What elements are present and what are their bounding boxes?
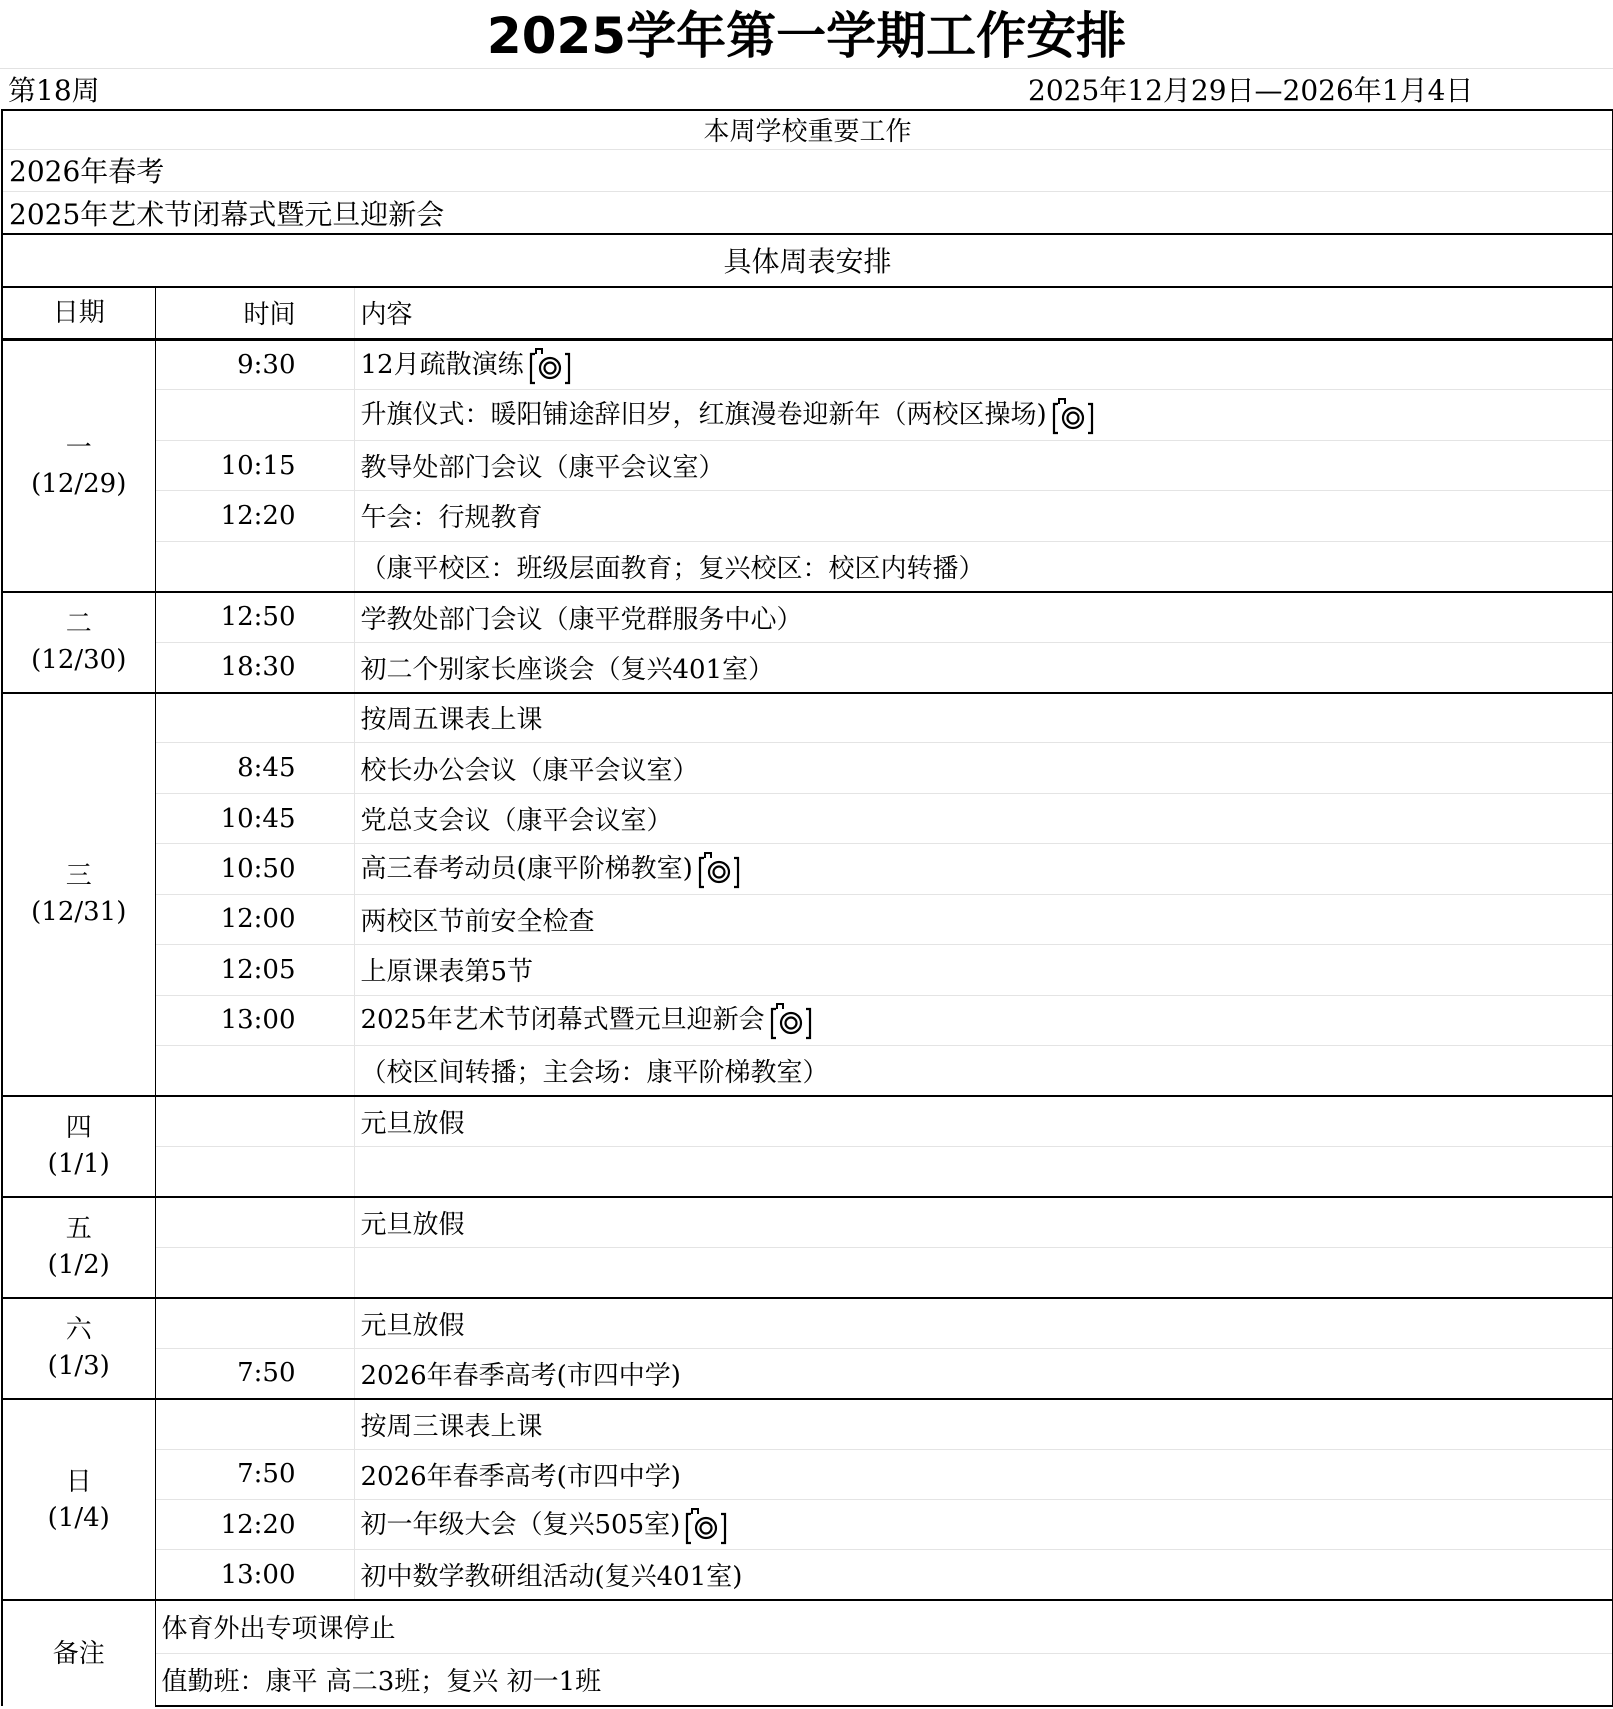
content-cell [354, 1449, 1613, 1499]
content-cell [354, 440, 1613, 490]
day-cell [2, 693, 155, 1097]
schedule-row [2, 894, 1613, 944]
content-cell [354, 1500, 1613, 1550]
content-cell [354, 844, 1613, 894]
day-name: 四 [65, 1113, 92, 1144]
content-cell [354, 743, 1613, 793]
schedule-row [2, 1399, 1613, 1449]
schedule-row [2, 1550, 1613, 1600]
content-cell [354, 1197, 1613, 1247]
schedule-row [2, 995, 1613, 1045]
time-cell [155, 1197, 354, 1247]
time-cell [155, 693, 354, 743]
content-text: 初一年级大会（复兴505室) [360, 1509, 681, 1540]
schedule-row [2, 541, 1613, 591]
camera-icon [768, 1001, 814, 1041]
time-cell: 10:45 [155, 793, 354, 843]
schedule-header-row [2, 234, 1613, 287]
content-cell [354, 642, 1613, 692]
day-cell [2, 1096, 155, 1197]
content-text: 元旦放假 [360, 1310, 465, 1341]
content-text: 学教处部门会议（康平党群服务中心） [360, 604, 803, 635]
important-item: 2026年春考 [2, 149, 1613, 192]
schedule-row [2, 440, 1613, 490]
schedule-row [2, 1096, 1613, 1146]
schedule-row [2, 743, 1613, 793]
day-cell [2, 1197, 155, 1298]
content-cell [354, 339, 1613, 389]
content-text: 2025年艺术节闭幕式暨元旦迎新会 [360, 1005, 765, 1036]
content-cell [354, 1096, 1613, 1146]
time-cell: 13:00 [155, 1550, 354, 1600]
time-cell [155, 1146, 354, 1196]
content-text: （校区间转播；主会场：康平阶梯教室） [360, 1058, 829, 1089]
time-cell [155, 1096, 354, 1146]
camera-icon [696, 850, 742, 890]
time-cell [155, 1298, 354, 1348]
time-cell: 7:50 [155, 1348, 354, 1398]
schedule-row [2, 1298, 1613, 1348]
day-name: 六 [65, 1315, 92, 1346]
notes-label: 备注 [2, 1600, 155, 1706]
content-cell [354, 592, 1613, 642]
content-text: 初二个别家长座谈会（复兴401室） [360, 654, 775, 685]
schedule-row [2, 793, 1613, 843]
schedule-table [1, 109, 1613, 1707]
time-cell: 13:00 [155, 995, 354, 1045]
content-cell [354, 995, 1613, 1045]
content-text: 校长办公会议（康平会议室） [360, 755, 699, 786]
schedule-row [2, 844, 1613, 894]
schedule-header: 具体周表安排 [2, 234, 1613, 287]
content-cell [354, 1146, 1613, 1196]
content-cell [354, 894, 1613, 944]
day-date: (1/2) [47, 1250, 110, 1281]
day-cell [2, 592, 155, 693]
time-cell: 12:20 [155, 491, 354, 541]
day-cell [2, 1399, 155, 1601]
content-text: 按周三课表上课 [360, 1411, 543, 1442]
schedule-row [2, 1500, 1613, 1550]
content-text: （康平校区：班级层面教育；复兴校区：校区内转播） [360, 553, 985, 584]
schedule-row [2, 592, 1613, 642]
day-date: (1/1) [47, 1149, 110, 1180]
schedule-row [2, 1247, 1613, 1297]
content-text: 高三春考动员(康平阶梯教室) [360, 854, 693, 885]
schedule-row [2, 1348, 1613, 1398]
time-cell [155, 1247, 354, 1297]
content-cell [354, 793, 1613, 843]
day-name: 日 [65, 1466, 92, 1497]
time-cell: 12:50 [155, 592, 354, 642]
time-cell: 18:30 [155, 642, 354, 692]
content-text: 元旦放假 [360, 1108, 465, 1139]
content-cell [354, 491, 1613, 541]
time-cell [155, 1399, 354, 1449]
schedule-row [2, 390, 1613, 440]
content-cell [354, 945, 1613, 995]
schedule-row [2, 339, 1613, 389]
day-cell [2, 339, 155, 591]
content-text: 午会：行规教育 [360, 503, 543, 534]
time-cell: 7:50 [155, 1449, 354, 1499]
schedule-row [2, 1449, 1613, 1499]
day-date: (12/31) [31, 897, 127, 928]
notes-row [2, 1653, 1613, 1706]
important-item-row [2, 149, 1613, 192]
schedule-row [2, 693, 1613, 743]
content-text: 两校区节前安全检查 [360, 906, 595, 937]
content-text: 2026年春季高考(市四中学) [360, 1461, 681, 1492]
content-cell [354, 1046, 1613, 1096]
content-text: 2026年春季高考(市四中学) [360, 1360, 681, 1391]
content-text: 按周五课表上课 [360, 705, 543, 736]
day-cell [2, 1298, 155, 1399]
week-label: 第18周 [8, 74, 100, 107]
content-text: 初中数学教研组活动(复兴401室) [360, 1562, 743, 1593]
schedule-row [2, 491, 1613, 541]
schedule-row [2, 642, 1613, 692]
schedule-row [2, 1046, 1613, 1096]
important-item-row [2, 192, 1613, 235]
notes-row [2, 1600, 1613, 1653]
time-cell: 12:20 [155, 1500, 354, 1550]
time-cell: 12:00 [155, 894, 354, 944]
day-name: 五 [65, 1214, 92, 1245]
content-cell [354, 1550, 1613, 1600]
col-header-content: 内容 [354, 287, 1613, 340]
day-date: (12/29) [31, 468, 127, 499]
schedule-row [2, 1197, 1613, 1247]
notes-line: 体育外出专项课停止 [155, 1600, 1613, 1653]
col-header-time: 时间 [155, 287, 354, 340]
content-cell [354, 1348, 1613, 1398]
important-header-row [2, 110, 1613, 149]
content-text: 上原课表第5节 [360, 957, 534, 988]
important-header: 本周学校重要工作 [2, 110, 1613, 149]
important-item: 2025年艺术节闭幕式暨元旦迎新会 [2, 192, 1613, 235]
date-range: 2025年12月29日—2026年1月4日 [1028, 74, 1474, 107]
schedule-row [2, 945, 1613, 995]
day-name: 一 [65, 432, 92, 463]
time-cell [155, 541, 354, 591]
content-cell [354, 1298, 1613, 1348]
day-date: (1/3) [47, 1351, 110, 1382]
content-cell [354, 1247, 1613, 1297]
content-text: 12月疏散演练 [360, 350, 524, 381]
content-cell [354, 390, 1613, 440]
day-name: 三 [65, 861, 92, 892]
content-text: 升旗仪式：暖阳铺途辞旧岁，红旗漫卷迎新年（两校区操场) [360, 400, 1047, 431]
notes-line: 值勤班：康平 高二3班；复兴 初一1班 [155, 1653, 1613, 1706]
time-cell [155, 390, 354, 440]
day-name: 二 [65, 609, 92, 640]
col-header-date: 日期 [2, 287, 155, 340]
page-title: 2025学年第一学期工作安排 [0, 0, 1613, 69]
camera-icon [683, 1506, 729, 1546]
camera-icon [1050, 396, 1096, 436]
column-header-row [2, 287, 1613, 340]
content-cell [354, 541, 1613, 591]
content-cell [354, 1399, 1613, 1449]
time-cell: 10:15 [155, 440, 354, 490]
time-cell: 10:50 [155, 844, 354, 894]
day-date: (1/4) [47, 1502, 110, 1533]
content-text: 教导处部门会议（康平会议室） [360, 453, 725, 484]
camera-icon [527, 346, 573, 386]
time-cell [155, 1046, 354, 1096]
day-date: (12/30) [31, 645, 127, 676]
time-cell: 8:45 [155, 743, 354, 793]
content-text: 元旦放假 [360, 1209, 465, 1240]
schedule-row [2, 1146, 1613, 1196]
time-cell: 9:30 [155, 339, 354, 389]
time-cell: 12:05 [155, 945, 354, 995]
content-cell [354, 693, 1613, 743]
content-text: 党总支会议（康平会议室） [360, 806, 673, 837]
